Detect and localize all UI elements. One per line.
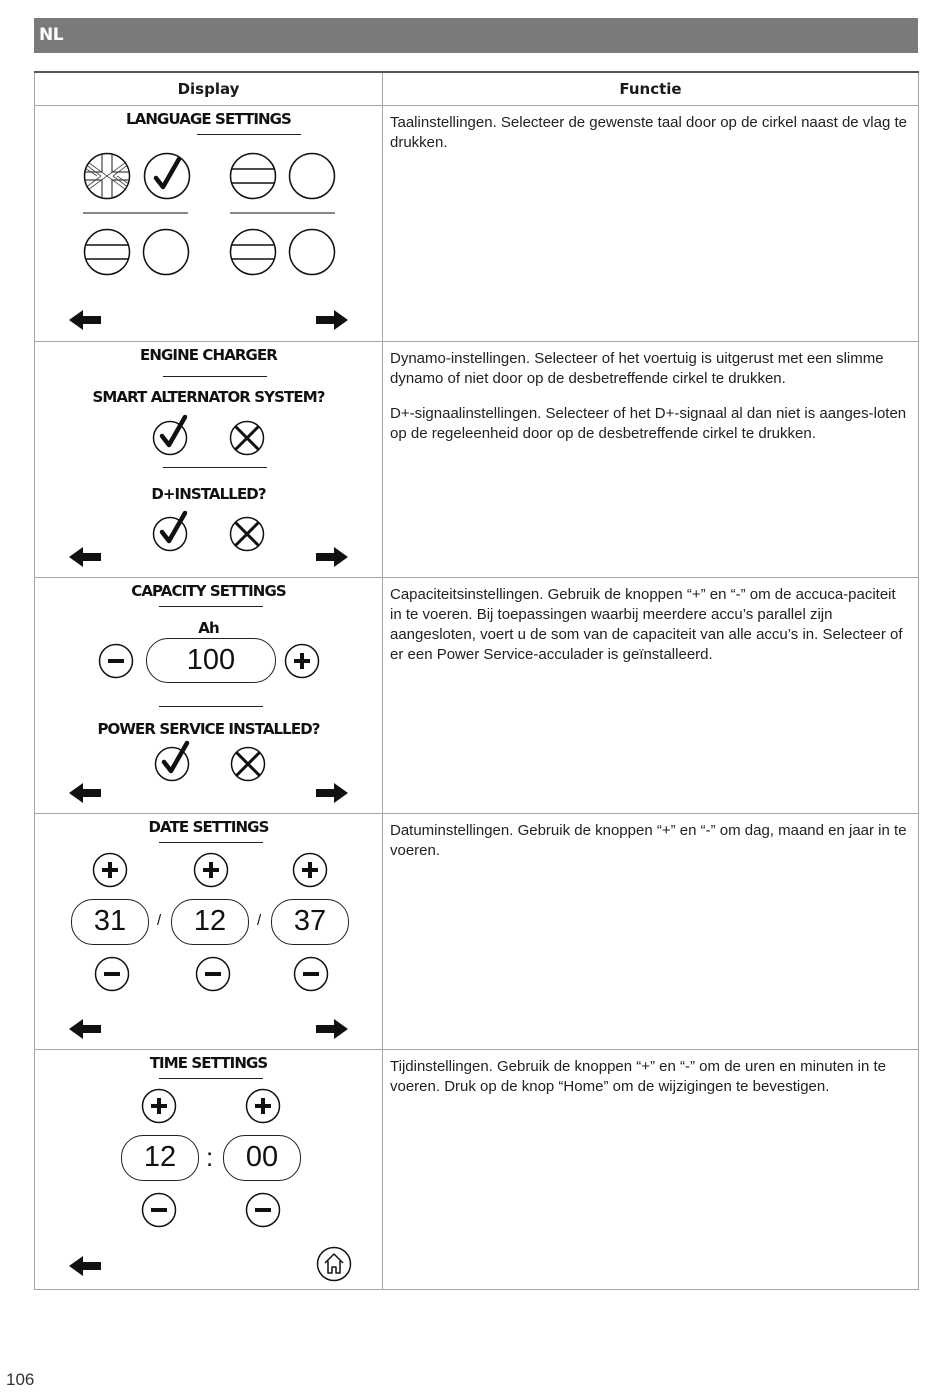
cross-icon[interactable]	[231, 422, 264, 455]
language-settings-description: Taalinstellingen. Selecteer de gewenste taal door op de cirkel naast de vlag te drukken.	[383, 106, 919, 342]
arrow-left-icon[interactable]	[69, 310, 101, 330]
language-select-circle[interactable]	[290, 154, 335, 199]
language-settings-screen	[35, 106, 382, 341]
check-icon[interactable]	[154, 417, 187, 455]
minus-icon[interactable]	[295, 958, 328, 991]
date-settings-description: Datuminstellingen. Gebruik de knoppen “+” en “-” om dag, maand en jaar in te voeren.	[383, 814, 919, 1050]
minus-icon[interactable]	[96, 958, 129, 991]
minus-icon[interactable]	[100, 645, 133, 678]
display-column-header: Display	[35, 72, 383, 106]
function-column-header: Functie	[383, 72, 919, 106]
month-value-field[interactable]: 12	[171, 899, 249, 945]
arrow-left-icon[interactable]	[69, 783, 101, 803]
minus-icon[interactable]	[143, 1194, 176, 1227]
plus-icon[interactable]	[286, 645, 319, 678]
arrow-right-icon[interactable]	[316, 547, 348, 567]
cross-icon[interactable]	[232, 748, 265, 781]
capacity-settings-screen	[35, 578, 382, 813]
language-select-circle[interactable]	[144, 230, 189, 275]
arrow-right-icon[interactable]	[316, 783, 348, 803]
arrow-left-icon[interactable]	[69, 1019, 101, 1039]
minutes-value-field[interactable]: 00	[223, 1135, 301, 1181]
plus-icon[interactable]	[247, 1090, 280, 1123]
arrow-right-icon[interactable]	[316, 310, 348, 330]
row-capacity-settings	[35, 578, 919, 814]
day-value-field[interactable]: 31	[71, 899, 149, 945]
smart-alternator-question: SMART ALTERNATOR SYSTEM?	[92, 388, 325, 406]
uk-flag-icon[interactable]	[85, 154, 130, 199]
arrow-right-icon[interactable]	[316, 1019, 348, 1039]
cross-icon[interactable]	[231, 518, 264, 551]
year-value-field[interactable]: 37	[271, 899, 349, 945]
arrow-left-icon[interactable]	[69, 547, 101, 567]
capacity-settings-description: Capaciteitsinstellingen. Gebruik de knoppen “+” en “-” om de accuca-paciteit in te voeren. Bij toepassingen waarbij meerdere accu’s parallel zijn aangesloten, voert u de som van de capaciteit van alle accu’s in. Selecteer of er een Power Service-acculader is geïnstalleerd.	[383, 578, 919, 814]
language-code-bar: NL	[34, 18, 918, 53]
flag-icon[interactable]	[85, 230, 130, 275]
minus-icon[interactable]	[247, 1194, 280, 1227]
capacity-unit: Ah	[198, 619, 219, 637]
date-separator: /	[257, 912, 262, 929]
date-settings-screen	[35, 814, 382, 1049]
language-select-circle[interactable]	[290, 230, 335, 275]
power-service-question: POWER SERVICE INSTALLED?	[97, 720, 320, 738]
engine-charger-screen	[35, 342, 382, 577]
plus-icon[interactable]	[143, 1090, 176, 1123]
home-icon[interactable]	[318, 1248, 351, 1281]
hours-value-field[interactable]: 12	[121, 1135, 199, 1181]
settings-table	[34, 71, 919, 1290]
check-icon[interactable]	[156, 743, 189, 781]
time-separator: :	[206, 1142, 214, 1172]
date-settings-title: DATE SETTINGS	[148, 818, 269, 836]
check-icon[interactable]	[154, 513, 187, 551]
row-time-settings	[35, 1050, 919, 1290]
plus-icon[interactable]	[94, 854, 127, 887]
capacity-value-field[interactable]: 100	[146, 638, 276, 683]
engine-charger-title: ENGINE CHARGER	[140, 346, 277, 364]
arrow-left-icon[interactable]	[69, 1256, 101, 1276]
row-engine-charger	[35, 342, 919, 578]
engine-charger-description: Dynamo-instellingen. Selecteer of het voertuig is uitgerust met een slimme dynamo of niet door op de desbetreffende cirkel te drukken. D+-signaalinstellingen. Selecteer of het D+-signaal al dan niet is aanges-loten op de regeleenheid door op de desbetreffende cirkel te drukken.	[383, 342, 919, 578]
language-settings-title: LANGUAGE SETTINGS	[126, 110, 291, 128]
row-language-settings	[35, 106, 919, 342]
minus-icon[interactable]	[197, 958, 230, 991]
time-settings-screen	[35, 1050, 382, 1285]
time-settings-description: Tijdinstellingen. Gebruik de knoppen “+” en “-” om de uren en minuten in te voeren. Druk op de knop “Home” om de wijzigingen te bevestigen.	[383, 1050, 919, 1290]
page-number: 106	[6, 1370, 35, 1389]
date-separator: /	[157, 912, 162, 929]
flag-icon[interactable]	[231, 230, 276, 275]
plus-icon[interactable]	[294, 854, 327, 887]
plus-icon[interactable]	[195, 854, 228, 887]
flag-icon[interactable]	[231, 154, 276, 199]
row-date-settings	[35, 814, 919, 1050]
capacity-settings-title: CAPACITY SETTINGS	[131, 582, 286, 600]
time-settings-title: TIME SETTINGS	[149, 1054, 268, 1072]
check-icon[interactable]	[145, 154, 190, 199]
d-plus-question: D+INSTALLED?	[151, 485, 266, 503]
